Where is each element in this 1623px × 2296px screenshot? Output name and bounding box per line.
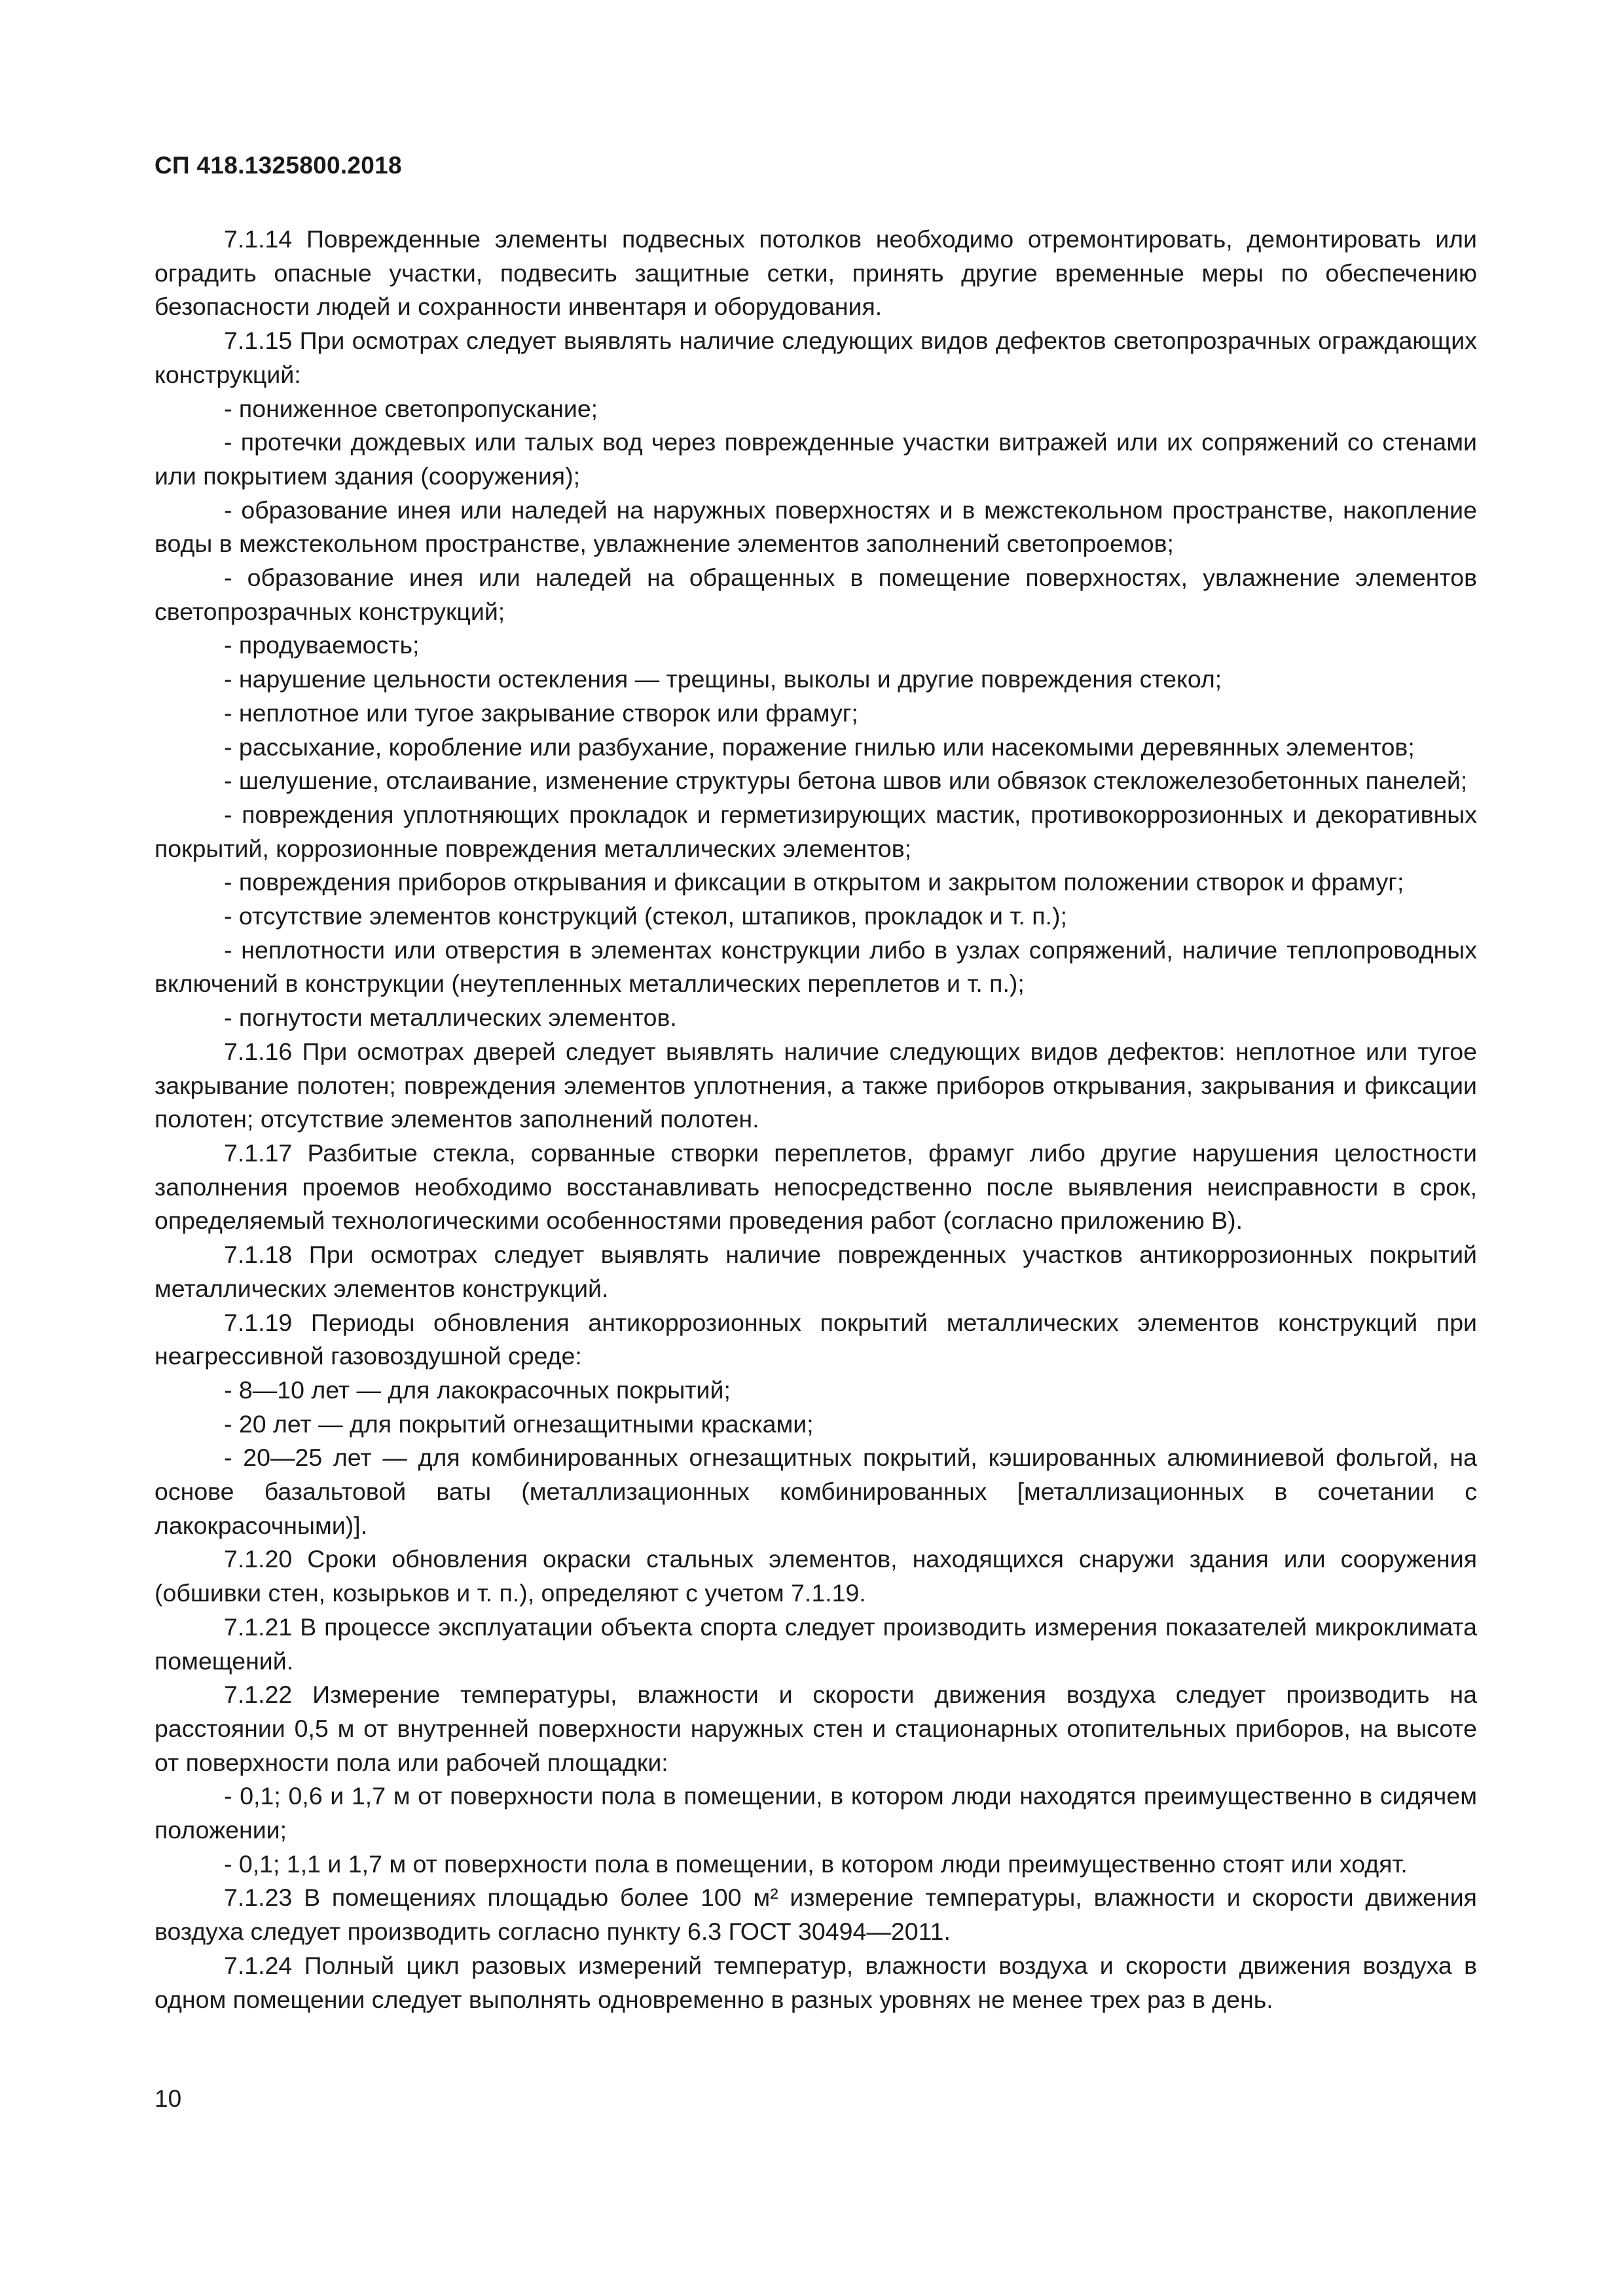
list-item: - 0,1; 0,6 и 1,7 м от поверхности пола в помещении, в котором люди находятся преимущественно в сидячем положении; (155, 1782, 1477, 1844)
paragraph: 7.1.16 При осмотрах дверей следует выявлять наличие следующих видов дефектов: неплотное или тугое закрывание полотен; повреждения элементов уплотнения, а также приборов открывания, закрывания и фиксации полотен; отсутствие элементов заполнений полотен. (155, 1037, 1477, 1133)
list-item: - отсутствие элементов конструкций (стекол, штапиков, прокладок и т. п.); (224, 902, 1067, 930)
paragraph: 7.1.18 При осмотрах следует выявлять наличие поврежденных участков антикоррозионных покрытий металлических элементов конструкций. (155, 1241, 1477, 1302)
page-number: 10 (155, 2085, 182, 2112)
list-item: - 20 лет — для покрытий огнезащитными красками; (224, 1410, 814, 1438)
document-code-header: СП 418.1325800.2018 (155, 152, 402, 179)
list-item: - повреждения приборов открывания и фиксации в открытом и закрытом положении створок и фрамуг; (224, 868, 1404, 896)
paragraph: 7.1.19 Периоды обновления антикоррозионных покрытий металлических элементов конструкций при неагрессивной газовоздушной среде: (155, 1308, 1477, 1370)
list-item: - рассыхание, коробление или разбухание, поражение гнилью или насекомыми деревянных элементов; (224, 733, 1415, 761)
document-body (155, 223, 1477, 2016)
paragraph: 7.1.15 При осмотрах следует выявлять наличие следующих видов дефектов светопрозрачных ограждающих конструкций: (155, 327, 1477, 388)
list-item: - 0,1; 1,1 и 1,7 м от поверхности пола в помещении, в котором люди преимущественно стоят или ходят. (224, 1850, 1408, 1878)
list-item: - неплотности или отверстия в элементах конструкции либо в узлах сопряжений, наличие теплопроводных включений в конструкции (неутепленных металлических переплетов и т. п.); (155, 936, 1477, 998)
list-item: - образование инея или наледей на наружных поверхностях и в межстекольном пространстве, накопление воды в межстекольном пространстве, увлажнение элементов заполнений светопроемов; (155, 496, 1477, 558)
list-item: - протечки дождевых или талых вод через поврежденные участки витражей или их сопряжений со стенами или покрытием здания (сооружения); (155, 428, 1477, 490)
list-item: - продуваемость; (224, 631, 420, 659)
list-item: - повреждения уплотняющих прокладок и герметизирующих мастик, противокоррозионных и декоративных покрытий, коррозионные повреждения металлических элементов; (155, 800, 1477, 862)
paragraph: 7.1.24 Полный цикл разовых измерений температур, влажности воздуха и скорости движения воздуха в одном помещении следует выполнять одновременно в разных уровнях не менее трех раз в день. (155, 1951, 1477, 2013)
paragraph: 7.1.22 Измерение температуры, влажности и скорости движения воздуха следует производить на расстоянии 0,5 м от внутренней поверхности наружных стен и стационарных отопительных приборов, на высоте от поверхности пола или рабочей площадки: (155, 1681, 1477, 1776)
list-item: - нарушение цельности остекления — трещины, выколы и другие повреждения стекол; (224, 665, 1222, 693)
list-item: - неплотное или тугое закрывание створок или фрамуг; (224, 699, 858, 727)
list-item: - образование инея или наледей на обращенных в помещение поверхностях, увлажнение элементов светопрозрачных конструкций; (155, 564, 1477, 625)
list-item: - погнутости металлических элементов. (224, 1004, 677, 1032)
paragraph: 7.1.14 Поврежденные элементы подвесных потолков необходимо отремонтировать, демонтировать или оградить опасные участки, подвесить защитные сетки, принять другие временные меры по обеспечению безопасности людей и сохранности инвентаря и оборудования. (155, 225, 1477, 321)
list-item: - пониженное светопропускание; (224, 394, 598, 422)
paragraph: 7.1.21 В процессе эксплуатации объекта спорта следует производить измерения показателей микроклимата помещений. (155, 1613, 1477, 1675)
list-item: - 8—10 лет — для лакокрасочных покрытий; (224, 1376, 731, 1404)
paragraph: 7.1.17 Разбитые стекла, сорванные створки переплетов, фрамуг либо другие нарушения целостности заполнения проемов необходимо восстанавливать непосредственно после выявления неисправности в срок, определяемый технологическими особенностями проведения работ (согласно приложению В). (155, 1139, 1477, 1235)
paragraph: 7.1.20 Сроки обновления окраски стальных элементов, находящихся снаружи здания или сооружения (обшивки стен, козырьков и т. п.), определяют с учетом 7.1.19. (155, 1545, 1477, 1607)
list-item: - шелушение, отслаивание, изменение структуры бетона швов или обвязок стекложелезобетонных панелей; (224, 767, 1468, 795)
list-item: - 20—25 лет — для комбинированных огнезащитных покрытий, кэшированных алюминиевой фольгой, на основе базальтовой ваты (металлизационных комбинированных [металлизационных в сочетании с лакокрасочными)]. (155, 1444, 1477, 1539)
paragraph: 7.1.23 В помещениях площадью более 100 м² измерение температуры, влажности и скорости движения воздуха следует производить согласно пункту 6.3 ГОСТ 30494—2011. (155, 1884, 1477, 1946)
